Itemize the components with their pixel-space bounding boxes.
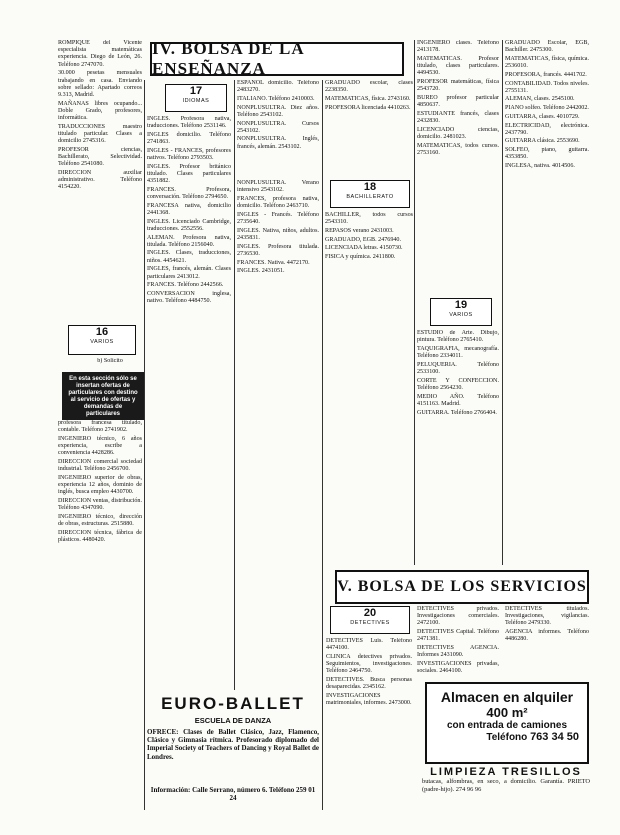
section-number: 20 [363,607,377,619]
ad-entry: INGLES. Profesora nativa, traducciones. Teléfono 2531146. [147,116,231,130]
ad-entry: INGLES. Clases, traducciones, niños. 4454621. [147,250,231,264]
column-5 [505,40,589,565]
ballet-info: Información: Calle Serrano, número 6. Teléfono 259 01 24 [150,786,316,803]
ad-entry: DIRECCION técnica, fábrica de plásticos. 4480420. [58,529,142,544]
column-rule [502,40,503,565]
ad-entry: DETECTIVES Luis. Teléfono 4474100. [326,638,412,652]
ad-entry: NONPLUSULTRA. Verano intensivo 2543102. [237,180,319,194]
almacen-size: 400 m² [486,705,528,720]
ad-entry: INGLESA, nativa. 4014506. [505,163,575,170]
ad-entry: CONVERSACION inglesa, nativo. Teléfono 4484750. [147,290,231,305]
ad-entry: ALEMAN, clases. 2545100. [505,96,575,103]
ad-entry: DIRECCION auxiliar administrativo. Teléfono 4154220. [58,169,142,191]
ad-entry: DETECTIVES privados. Investigaciones comerciales. 2472100. [417,606,499,627]
banner-title: V. BOLSA DE LOS SERVICIOS [337,578,587,595]
ad-entry: INGENIERO clases. Teléfono 2413178. [417,40,499,54]
bachillerato-box [330,180,410,208]
solicito-label: b) Solicito [97,358,123,364]
ad-entry: PROFESORA licenciada 4410263. [325,104,411,111]
ad-entry: SOLFEO, piano, guitarra. 4353850. [505,147,589,161]
ad-entry: FRANCES. Teléfono 2442566. [147,282,224,289]
ad-entry: INGENIERO superior de obras, experiencia 12 años, dominio de inglés, busca empleo 4430700. [58,474,142,496]
euro-ballet-ad [147,694,319,814]
section-label: VARIOS [90,339,114,345]
ad-entry: FRANCES, profesora nativa, domicilio. Teléfono 2463710. [237,195,319,210]
column-1b [58,420,142,810]
ad-entry: DETECTIVES titulados. Investigaciones, vigilancias. Teléfono 2479330. [505,606,589,627]
section-number: 18 [363,181,377,193]
ad-entry: NONPLUSULTRA. Cursos 2543102. [237,120,319,134]
ad-entry: INGLES, francés, alemán. Clases particulares 2413012. [147,266,231,280]
ad-entry: MATEMATICAS. Profesor titulado, clases particulares. 4494530. [417,55,499,77]
ad-entry: GUITARRA clásica. 2553690. [505,138,580,145]
ad-entry: DETECTIVES. Busca personas desaparecidas. 2345162. [326,677,412,691]
ad-entry: INGLES - FRANCES, profesores nativos. Teléfono 2793503. [147,147,231,162]
ad-entry: GRADUADO, EGB. 2476940. [325,236,402,243]
ad-entry: ROMPIQUE del Vicente especialista matemáticas experiencia. Diego de León, 26. Teléfono 2747070. [58,40,142,68]
ad-entry: profesora francesa titulado, contable. Teléfono 2741902. [58,420,142,434]
column-rule [322,80,323,810]
ad-entry: LICENCIADA letras. 4150730. [325,245,403,252]
ad-entry: ITALIANO. Teléfono 2410003. [237,95,315,102]
limpieza-ad [422,766,590,810]
section-number: 19 [454,299,468,311]
ad-entry: ESTUDIO de Arte. Dibujo, pintura. Teléfono 2765410. [417,330,499,344]
ad-entry: MATEMATICAS, física. 2743160. [325,95,411,102]
particulares-notice: En esta sección sólo se insertan ofertas de particulares con destino al servicio de ofertas y demandas de particulares [62,372,144,420]
almacen-ad [425,682,589,764]
ad-entry: INGLES. Nativa, niños, adultos. 2435831. [237,227,319,241]
column-3b [325,80,413,175]
ad-entry: ESTUDIANTE francés, clases 2432830. [417,110,499,125]
ad-entry: INVESTIGACIONES privadas, sociales. 2464100. [417,660,499,675]
column-3-cont [237,180,319,565]
ad-entry: PROFESOR ciencias, Bachillerato, Selectividad. Teléfono 2541080. [58,146,142,168]
ad-entry: FRANCES. Profesora, conversación. Teléfono 2794650. [147,186,231,201]
ad-entry: PROFESORA, francés. 4441702. [505,71,587,78]
ad-entry: FRANCESA nativa, domicilio 2441368. [147,202,231,216]
ad-entry: AGENCIA informes. Teléfono 4486280. [505,629,589,643]
idiomas-box [165,84,227,112]
enseanza-banner [150,39,404,78]
ad-entry: INGLES domicilio. Teléfono 2741863. [147,131,231,146]
ad-entry: DIRECCION comercial sociedad industrial. Teléfono 2456700. [58,459,142,473]
ad-entry: GUITARRA, clases. 4010729. [505,113,580,120]
column-rule [414,40,415,565]
varios-16-box [68,325,136,355]
section-label: DETECTIVES [350,620,390,626]
limpieza-title: LIMPIEZA TRESILLOS [430,766,582,778]
detectives-box [330,606,410,634]
ad-entry: MATEMATICAS, todos cursos. 2753160. [417,142,499,156]
ad-entry: TAQUIGRAFIA, mecanografía. Teléfono 2334011. [417,345,499,360]
ad-entry: BUREO profesor particular 4850637. [417,94,499,109]
ad-entry: INGLES. Profesor británico titulado. Clases particulares 4351882. [147,163,231,185]
ad-entry: PROFESOR matemáticas, física 2543720. [417,79,499,93]
ad-entry: NONPLUSULTRA. Diez años. Teléfono 2543102. [237,104,319,118]
ad-entry: CONTABILIDAD. Todos niveles. 2755131. [505,80,589,94]
ad-entry: GUITARRA. Teléfono 2766404. [417,409,497,416]
ad-entry: INGLES. Licenciado Cambridge, traducciones. 2552556. [147,218,231,232]
phone-number: 763 34 50 [530,731,579,743]
ad-entry: MATEMATICAS, física, química. 2536010. [505,55,589,70]
ad-entry: INVESTIGACIONES matrimoniales, informes. 2473000. [326,692,412,707]
ad-entry: REPASOS verano 2431003. [325,227,394,234]
phone-label: Teléfono [486,732,528,743]
column-rule [234,80,235,690]
ad-entry: LICENCIADO ciencias, domicilio. 2481023. [417,126,499,140]
limpieza-body: butacas, alfombras, en seco, a domicilio. Garantía. PRIETO (padre-hijo). 274 96 96 [422,778,590,793]
ad-entry: INGLES. Profesora titulada. 2736530. [237,243,319,257]
ad-entry: CORTE Y CONFECCION. Teléfono 2564230. [417,377,499,391]
ballet-subtitle: ESCUELA DE DANZA [194,716,272,725]
column-3 [237,80,319,175]
ad-entry: NONPLUSULTRA. Inglés, francés, alemán. 2543102. [237,136,319,150]
ad-entry: MEDIO AÑO. Teléfono 4151163. Madrid. [417,393,499,407]
section-label: VARIOS [449,312,473,318]
varios-19-box [430,298,492,326]
servicios-column-right [505,606,589,676]
column-1 [58,40,142,315]
column-4 [417,40,499,300]
servicios-banner [335,570,589,604]
ad-entry: DETECTIVES AGENCIA. Informes 2431090. [417,645,499,659]
ad-entry: INGENIERO técnico, 6 años experiencia, escribe a conveniencia 4428286. [58,435,142,457]
ad-entry: INGLES - Francés. Teléfono 2735640. [237,211,319,226]
ad-entry: INGENIERO técnico, dirección de obras, estructuras. 2515880. [58,513,142,528]
section-number: 16 [95,326,109,338]
section-label: IDIOMAS [182,98,210,104]
ad-entry: 30.000 pesetas mensuales trabajando en casa. Enviando sobre sellado: Apartado correos 9.313, Madrid. [58,70,142,98]
column-3b-cont [325,212,413,567]
almacen-detail: con entrada de camiones [446,720,568,731]
ad-entry: DIRECCION ventas, distribución. Teléfono 4347090. [58,498,142,512]
ad-entry: FRANCES. Nativa. 4472170. [237,259,310,266]
ad-entry: TRADUCCIONES maestro titulado particular. Clases a domicilio 2745316. [58,123,142,145]
ad-entry: ELECTRICIDAD, electrónica. 2437790. [505,122,589,136]
ad-entry: INGLES. 2431051. [237,268,285,275]
ad-entry: CLINICA detectives privados. Seguimientos, investigaciones. Teléfono 2464750. [326,653,412,675]
column-2 [147,116,231,691]
banner-title: IV. BOLSA DE LA ENSEÑANZA [152,39,304,78]
ad-entry: BACHILLER, todos cursos 2543310. [325,212,413,226]
section-number: 17 [189,85,203,97]
ad-entry: MAÑANAS libres ocupando... Doble Grado, profesores, informática. [58,100,142,122]
ad-entry: DETECTIVES Capital. Teléfono 2471381. [417,629,499,643]
almacen-title: Almacen en alquiler [440,689,574,705]
ad-entry: GRADUADO Escolar, EGB, Bachiller. 2475300. [505,40,589,54]
column-4-cont [417,330,499,565]
servicios-column-left [326,638,412,808]
ad-entry: GRADUADO escolar, clases 2238350. [325,80,413,94]
section-label: BACHILLERATO [346,194,394,200]
ballet-body: OFRECE: Clases de Ballet Clásico, Jazz, Flamenco, Clásico y Gimnasia rítmica. Profesorado diplomado del Imperial Society of Teachers of Dancing y Royal Ballet de Londres. [147,728,319,761]
ad-entry: FISICA y química. 2411800. [325,254,396,261]
ad-entry: ALEMAN. Profesora nativa, titulada. Teléfono 2156040. [147,234,231,248]
ad-entry: PELUQUERIA. Teléfono 2533100. [417,361,499,376]
ballet-title: EURO-BALLET [161,694,305,713]
ad-entry: ESPAÑOL domicilio. Teléfono 2483270. [237,80,319,94]
column-rule [144,80,145,810]
ad-entry: PIANO solfeo. Teléfono 2442002. [505,105,589,112]
